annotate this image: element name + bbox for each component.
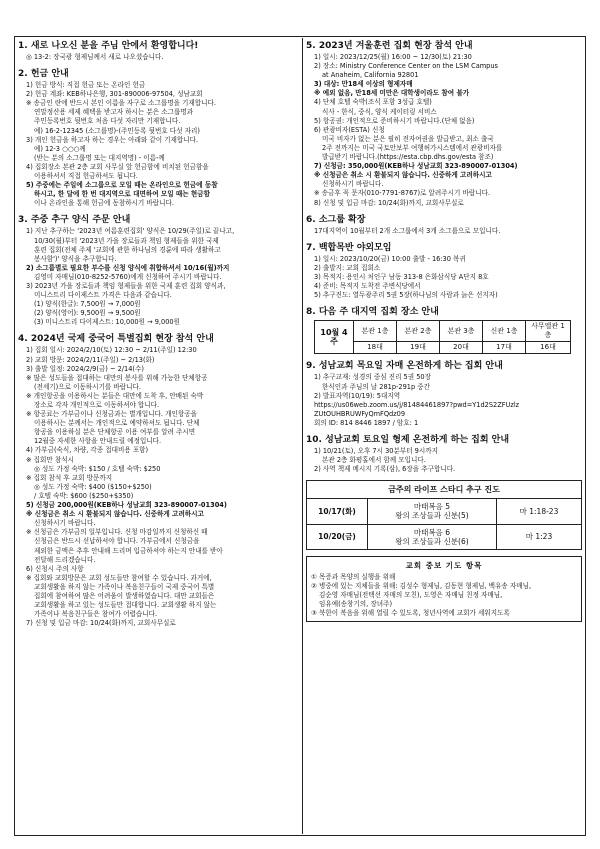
text-line: 1) 지난 추구하는 '2023년 여름훈련집회' 양식은 10/29(주일)로 끝나고, bbox=[26, 227, 235, 236]
section-taiwan-meeting bbox=[18, 333, 298, 628]
text-line: (받는 분의 소그룹명 또는 대지역명) - 이름-께 bbox=[34, 153, 165, 162]
meeting-place-table bbox=[314, 320, 571, 354]
text-line: 8) 신청 및 입금 마감: 10/24(화)까지, 교회사무실로 bbox=[314, 198, 464, 207]
text-line: ※ 집회 참석 후 교회 방문까지 bbox=[26, 473, 113, 482]
text-line: 3) 대상: 만18세 이상의 형제자매 bbox=[314, 80, 413, 89]
text-line: 5) 추구진도: 열두광주리 5권 5장(하나님의 사람과 늙은 선지자) bbox=[314, 291, 498, 300]
text-line: 1) 10/21(토), 오후 7시 30분부터 9시까지 bbox=[314, 447, 438, 455]
text-line: 봉사함')' 양식을 추구합니다. bbox=[34, 254, 117, 263]
text-line: ◎ 성도 가정 숙박: $150 / 호텔 숙박: $250 bbox=[34, 464, 161, 473]
text-line: 신청하시기 바랍니다. bbox=[322, 180, 384, 189]
text-line: 연말정산용 세제 혜택을 받고자 하시는 분은 소그룹명과 bbox=[34, 108, 194, 117]
text-line: ◎ 13-2: 장국광 형제님께서 새로 나오셨습니다. bbox=[26, 53, 164, 61]
left-column bbox=[18, 40, 298, 634]
text-line: 미국 비자가 없는 분은 필히 전자여권을 발급받고, 최소 출국 bbox=[322, 134, 494, 143]
section-title: 3. 주중 추구 양식 주문 안내 bbox=[18, 215, 131, 226]
text-line: 2) 사역 책제 메시지 기록(삼), 6장을 추구합니다. bbox=[314, 465, 456, 474]
text-line: 가족이나 복음친구들은 참여가 어렵습니다. bbox=[34, 610, 158, 619]
text-line: (2) 양식(영어): 9,500원 → 9,500원 bbox=[34, 309, 141, 318]
text-line: 회의 ID: 814 8446 1897 / 암호: 1 bbox=[314, 418, 419, 427]
place-head: 본관 3층 bbox=[440, 321, 483, 342]
text-line: 2) 발표자역(10/19): 5대지역 bbox=[314, 391, 401, 400]
life-study-box bbox=[306, 480, 582, 549]
text-line: 2) 헌금 계좌: KEB하나은행, 301-890006-97504, 성남교회 bbox=[26, 90, 203, 99]
text-line: 4) 단체 호텔 숙박(조식 포함 3성급 호텔) bbox=[314, 98, 432, 107]
zoom-link[interactable]: https://us06web.zoom.us/j/81484461897?pwd=Y1d2S2ZFUzlz bbox=[314, 400, 520, 409]
text-line: 4) 집회장소 본관 2층 교회 사무실 앞 헌금함에 비치된 헌금함을 bbox=[26, 162, 209, 171]
section-outing bbox=[306, 242, 582, 300]
text-line: 이나 온라인을 통해 헌금에 동참하시기 바랍니다. bbox=[34, 199, 174, 208]
text-line: 집회에 참여하여 많은 어려움이 발생하였습니다. 대만 교회들은 bbox=[34, 591, 215, 600]
life-study-title: 금주의 라이프 스타디 추구 진도 bbox=[307, 481, 581, 499]
study-date: 10/17(화) bbox=[307, 499, 368, 524]
place-value: 20대 bbox=[440, 342, 483, 354]
prayer-item: 김순영 자매님(전택선 자매의 모친), 도영은 자매님 친정 자매님, bbox=[319, 591, 503, 600]
text-line: 7) 신청금: 350,000원(KEB하나 성남교회 323-890007-01304) bbox=[314, 162, 518, 171]
text-line: 예) 16-2-12345 (소그룹명)-(주민등록 뒷번호 다섯 자리) bbox=[34, 126, 200, 135]
text-line: 신청하시기 바랍니다. bbox=[34, 519, 96, 528]
text-line: 2) 교회 방문: 2024/2/11(주일) ~ 2/13(화) bbox=[26, 355, 155, 364]
section-title: 8. 다음 주 대지역 집회 장소 안내 bbox=[306, 307, 439, 318]
section-order-guide bbox=[18, 214, 298, 327]
text-line: 4) 준비: 목적지 도착전 주변식당에서 bbox=[314, 281, 421, 290]
section-brothers-meeting bbox=[306, 434, 582, 474]
section-title: 4. 2024년 국제 중국어 특별집회 현장 참석 안내 bbox=[18, 334, 214, 345]
section-title: 7. 백합목반 야외모임 bbox=[306, 242, 392, 253]
place-head: 사무엘관 1층 bbox=[526, 321, 571, 342]
text-line: ※ 예외 없음, 만18세 미만은 대학생이라도 참여 불가 bbox=[314, 89, 470, 98]
text-line: 1) 일시: 2023/12/25(월) 16:00 ~ 12/30(토) 21:30 bbox=[314, 53, 472, 61]
text-line: ※ 집회만 참석시 bbox=[26, 455, 74, 464]
text-line: 발급받기 바랍니다.(https://esta.cbp.dhs.gov/esta 참조) bbox=[322, 153, 494, 162]
section-meeting-places bbox=[306, 306, 582, 354]
text-line: 12월중 자세한 사항을 안내드릴 예정입니다. bbox=[34, 437, 162, 446]
text-line: 이용하셔서 직접 헌금하셔도 됩니다. bbox=[34, 172, 138, 181]
text-line: 신청금은 반드시 선납하셔야 합니다. 가부금에서 신청금을 bbox=[34, 537, 200, 546]
text-line: ※ 항공료는 가부금이나 신청금과는 별개입니다. 개인항공을 bbox=[26, 410, 197, 419]
text-line: 3) 개인 헌금을 하고자 하는 경우는 아래와 같이 기재합니다. bbox=[26, 135, 199, 144]
prayer-item: ② 병중에 있는 지체들을 위해: 김성수 형제님, 김동현 형제님, 백유송 자매님, bbox=[311, 581, 532, 590]
text-line: 미니스트리 다이제스트 가격은 다음과 같습니다. bbox=[34, 291, 172, 300]
text-line: 1) 추구교재: 성경의 중심 진리 5권 50장 bbox=[314, 373, 431, 382]
section-title: 6. 소그룹 확장 bbox=[306, 214, 366, 225]
text-line: 6) 관광비자(ESTA) 신청 bbox=[314, 125, 385, 134]
study-book: 마태복음 6 왕의 조상들과 신분(6) bbox=[368, 524, 497, 549]
text-line: ※ 송금인 란에 반드시 본인 이름을 자구로 소그룹명을 기재합니다. bbox=[26, 99, 216, 108]
text-line: at Anaheim, California 92801 bbox=[322, 71, 419, 80]
text-line: 교회생활을 하고 있는 성도들만 접대합니다. 교회생활 하지 않는 bbox=[34, 601, 217, 610]
text-line: 교회생활을 하지 않는 가족이나 복음친구들이 국제 중국어 특별 bbox=[34, 582, 215, 591]
prayer-box bbox=[306, 556, 582, 623]
text-line: / 호텔 숙박: $600 ($250+$350) bbox=[34, 491, 134, 500]
section-title: 10. 성남교회 토요일 형제 온전하게 하는 집회 안내 bbox=[306, 435, 510, 445]
text-line: 6) 신청시 주의 사항 bbox=[26, 564, 84, 573]
section-small-group bbox=[306, 214, 582, 236]
section-title: 9. 성남교회 목요일 자매 온전하게 하는 집회 안내 bbox=[306, 361, 503, 372]
text-line: ※ 신청금은 취소 시 환불되지 않습니다. 신중하게 고려하시고 bbox=[26, 510, 204, 519]
text-line: 3) 2023년 가을 장로들과 책임 형제들을 위한 국제 훈련 집회 양식과, bbox=[26, 281, 226, 290]
text-line: 전달해 드리겠습니다. bbox=[34, 555, 96, 564]
text-line: 5) 신청금 200,000원(KEB하나 성남교회 323-890007-01304) bbox=[26, 501, 227, 510]
prayer-item: ③ 북한이 복음을 위해 열릴 수 있도록, 청년사역에 교회가 세워지도록 bbox=[311, 609, 510, 618]
text-line: 2) 출발지: 교회 집회소 bbox=[314, 263, 381, 272]
text-line: 5) 항공권: 개인적으로 준비하시기 바랍니다.(단체 없음) bbox=[314, 116, 475, 125]
text-line: 7) 신청 및 입금 마감: 10/24(화)까지, 교회사무실로 bbox=[26, 619, 176, 628]
text-line: 5) 주중에는 주일에 소그룹으로 모일 때는 온라인으로 헌금에 동참 bbox=[26, 181, 218, 190]
place-value: 16대 bbox=[526, 342, 571, 354]
prayer-item: ① 목증과 목양의 실행을 위해 bbox=[311, 572, 396, 581]
text-line: 17대지역이 10월부터 2개 소그룹에서 3개 소그룹으로 모입니다. bbox=[314, 226, 501, 235]
text-line: 1) 집회 일시: 2024/2/10(토) 12:30 ~ 2/11(주일) 12:30 bbox=[26, 346, 197, 355]
text-line: 예) 12-3 ○○○께 bbox=[34, 144, 86, 153]
text-line: 식사 - 한식, 중식, 양식 케이터링 서비스 bbox=[322, 107, 437, 116]
section-title: 1. 새로 나오신 분을 주님 안에서 환영합니다! bbox=[18, 41, 199, 51]
prayer-item: 임유예(송창기의, 장녀주) bbox=[319, 600, 393, 609]
text-line: ※ 송금후 꼭 문자(010-7791-8767)로 알려주시기 바랍니다. bbox=[314, 189, 491, 198]
text-line: 2) 소그룹별로 필요한 부수를 신청 양식에 취합하셔서 10/16(월)까지 bbox=[26, 263, 230, 272]
section-title: 5. 2023년 겨울훈련 집회 현장 참석 안내 bbox=[306, 41, 473, 51]
place-head: 본관 1층 bbox=[354, 321, 397, 342]
text-line: 장소로 각자 개인적으로 이동하셔야 합니다. bbox=[34, 401, 160, 409]
text-line: ◎ 성도 가정 숙박: $400 ($150+$250) bbox=[34, 482, 152, 491]
text-line: 한식인과 주님의 날 281p-291p 중간 bbox=[322, 382, 431, 391]
section-offering bbox=[18, 68, 298, 208]
text-line: ※ 신청금은 취소 시 환불되지 않습니다. 신중하게 고려하시고 bbox=[314, 171, 492, 180]
week-cell: 10월 4주 bbox=[315, 321, 354, 354]
place-head: 본관 2층 bbox=[397, 321, 440, 342]
text-line: 김영미 자매님(010-8252-5760)에게 신청하여 주시기 바랍니다. bbox=[34, 272, 222, 281]
study-date: 10/20(금) bbox=[307, 524, 368, 549]
life-study-table bbox=[307, 499, 581, 548]
text-line: ※ 집회와 교회방문은 교회 성도들만 참여할 수 있습니다. 과거에, bbox=[26, 573, 212, 582]
section-welcome bbox=[18, 40, 298, 62]
section-winter-training bbox=[306, 40, 582, 208]
prayer-title: 교회 중보 기도 항목 bbox=[405, 560, 483, 570]
text-line: 항공을 이용하실 분은 단체항공 이용 여부를 알려 주시면 bbox=[34, 428, 196, 437]
text-line: ※ 개인항공을 이용하시는 분들은 대만에 도착 후, 안배된 숙박 bbox=[26, 391, 204, 400]
text-line: 하시고, 한 달에 한 번 대지역으로 대면하여 모일 때는 현금함 bbox=[34, 190, 211, 199]
study-range: 마 1:18-23 bbox=[497, 499, 582, 524]
text-line: 4) 가부금(숙식, 차량, 각종 접대비용 포함) bbox=[26, 446, 149, 455]
text-line: 주민등록번호 뒷번호 처음 다섯 자리만 기재합니다. bbox=[34, 117, 181, 126]
text-line: 1) 헌금 방식: 직접 헌금 또는 온라인 헌금 bbox=[26, 81, 146, 90]
text-line: 2주 전까지는 미국 국토안보부 여행허가시스템에서 관광비자를 bbox=[322, 143, 503, 152]
right-column bbox=[306, 40, 582, 622]
text-line: 제외한 금액은 추후 안내해 드리며 입금하셔야 하는지 안내를 받아 bbox=[34, 546, 223, 555]
zoom-link-cont[interactable]: ZUtOUHBRUWFyQmFQdz09 bbox=[314, 409, 406, 418]
text-line: 3) 출발 일정: 2024/2/9(금) ~ 2/14(수) bbox=[26, 364, 144, 373]
place-value: 17대 bbox=[483, 342, 526, 354]
text-line: 본관 2층 화평홀에서 함께 모입니다. bbox=[322, 456, 426, 465]
study-book: 마태복음 5 왕의 조상들과 신분(5) bbox=[368, 499, 497, 524]
text-line: 3) 목적지: 용인시 처인구 남동 313-8 은화삼식당 A단지 8호 bbox=[314, 272, 489, 281]
text-line: 훈련 집회(전체 주제 '교회에 관한 하나님의 경륜에 따라 생활하고 bbox=[34, 245, 221, 254]
text-line: (전세기)으로 이동하시기를 바랍니다. bbox=[34, 382, 141, 391]
text-line: 2) 장소: Ministry Conference Center on the LSM Campus bbox=[314, 62, 498, 71]
section-title: 2. 헌금 안내 bbox=[18, 69, 69, 80]
column-divider bbox=[302, 38, 303, 834]
section-sisters-meeting bbox=[306, 360, 582, 428]
text-line: 이용하시는 분께서는 개인적으로 예약하셔도 됩니다. 단체 bbox=[34, 419, 200, 428]
study-range: 마 1:23 bbox=[497, 524, 582, 549]
text-line: 10/30(월)부터 '2023년 가을 장로들과 책임 형제들을 위한 국제 bbox=[34, 236, 219, 245]
text-line: 1) 일시: 2023/10/20(금) 10:00 출발 - 16:30 복귀 bbox=[314, 254, 466, 263]
text-line: (3) 미니스트리 다이제스트: 10,000원 → 9,000원 bbox=[34, 318, 180, 327]
text-line: ※ 신청금은 가부금의 일부입니다. 신청 마감일까지 신청하신 때 bbox=[26, 528, 208, 537]
place-head: 신관 1층 bbox=[483, 321, 526, 342]
place-value: 18대 bbox=[354, 342, 397, 354]
text-line: (1) 양식(한글): 7,500원 → 7,000원 bbox=[34, 300, 141, 309]
place-value: 19대 bbox=[397, 342, 440, 354]
text-line: ※ 많은 성도들을 접대하는 대만의 봉사를 위해 가능한 단체항공 bbox=[26, 373, 208, 382]
